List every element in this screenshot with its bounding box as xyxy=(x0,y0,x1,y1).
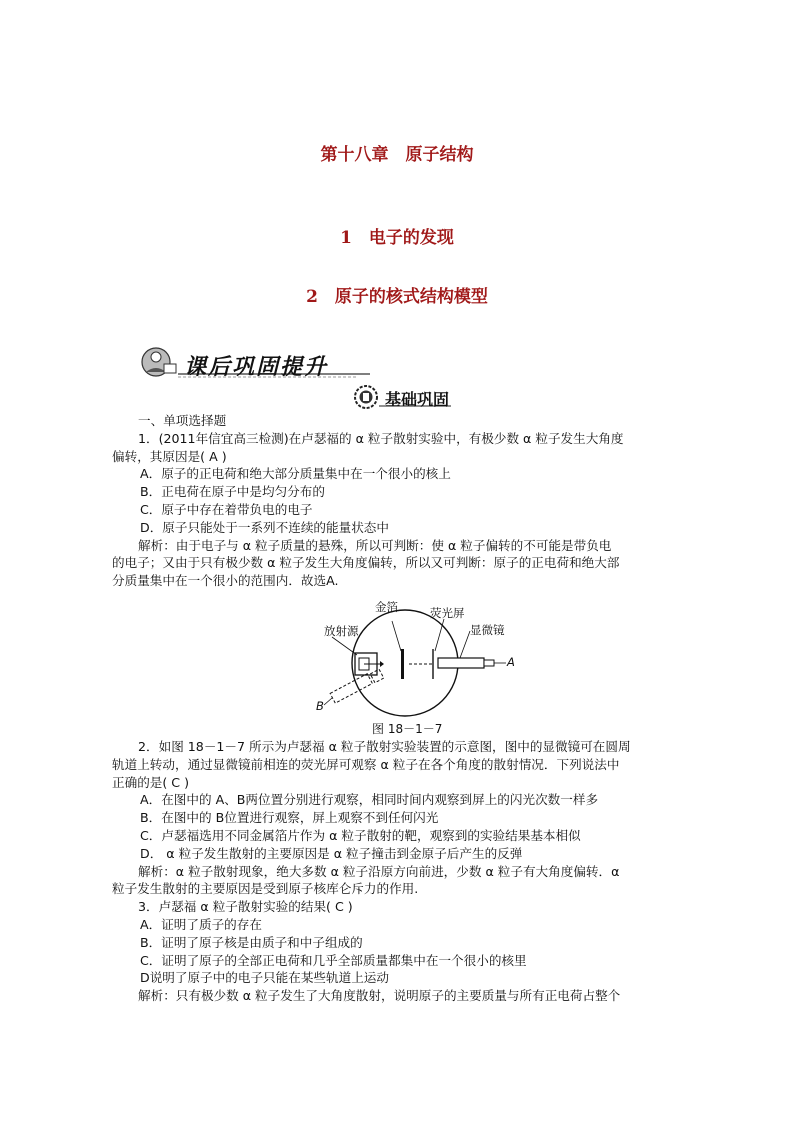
foil-label: 金箔 xyxy=(375,600,398,614)
section-title-1: 1 电子的发现 xyxy=(340,228,454,248)
question-block-2 xyxy=(112,738,684,1005)
position-b-label: B xyxy=(316,699,324,713)
text-line: 解析：α 粒子散射现象，绝大多数 α 粒子沿原方向前进，少数 α 粒子有大角度偏转．α xyxy=(138,863,620,879)
text-line: 3．卢瑟福 α 粒子散射实验的结果( C ) xyxy=(138,899,353,915)
text-line: 一、单项选择题 xyxy=(138,413,227,428)
basic-banner xyxy=(353,384,453,410)
scattering-apparatus-figure xyxy=(310,597,540,739)
sub-banner-title: 基础巩固 xyxy=(385,390,450,409)
text-line: 2．如图 18－1－7 所示为卢瑟福 α 粒子散射实验装置的示意图，图中的显微镜可在圆周 xyxy=(138,739,631,754)
text-line: C．原子中存在着带负电的电子 xyxy=(140,501,313,517)
text-line: 1．(2011年信宜高三检测)在卢瑟福的 α 粒子散射实验中，有极少数 α 粒子发生大角度 xyxy=(138,430,624,446)
text-line: B．在图中的 B位置进行观察，屏上观察不到任何闪光 xyxy=(140,810,439,826)
question-block-1 xyxy=(112,412,684,590)
text-line: D说明了原子中的电子只能在某些轨道上运动 xyxy=(140,970,389,986)
chapter-title: 第十八章 原子结构 xyxy=(320,145,474,165)
text-line: B．证明了原子核是由质子和中子组成的 xyxy=(140,934,363,950)
position-a-label: A xyxy=(507,655,515,669)
text-line: 粒子发生散射的主要原因是受到原子核库仑斥力的作用. xyxy=(112,881,419,897)
text-line: 分质量集中在一个很小的范围内．故选A. xyxy=(112,573,339,589)
text-line: 轨道上转动，通过显微镜前相连的荧光屏可观察 α 粒子在各个角度的散射情况．下列说法中 xyxy=(112,756,620,772)
text-line: A．原子的正电荷和绝大部分质量集中在一个很小的核上 xyxy=(140,466,451,482)
after-class-banner xyxy=(138,346,378,380)
text-line: C．卢瑟福选用不同金属箔片作为 α 粒子散射的靶，观察到的实验结果基本相似 xyxy=(140,827,581,843)
text-line: 解析：只有极少数 α 粒子发生了大角度散射，说明原子的主要质量与所有正电荷占整个 xyxy=(138,988,621,1004)
text-line: D． α 粒子发生散射的主要原因是 α 粒子撞击到金原子后产生的反弹 xyxy=(140,845,523,861)
text-line: C．证明了原子的全部正电荷和几乎全部质量都集中在一个很小的核里 xyxy=(140,952,527,968)
section-title-2: 2 原子的核式结构模型 xyxy=(306,287,488,307)
text-line: A．证明了质子的存在 xyxy=(140,916,262,932)
text-line: D．原子只能处于一系列不连续的能量状态中 xyxy=(140,519,389,535)
text-line: 解析：由于电子与 α 粒子质量的悬殊，所以可判断：使 α 粒子偏转的不可能是带负电 xyxy=(138,537,612,553)
microscope-label: 显微镜 xyxy=(470,623,505,637)
screen-label: 荧光屏 xyxy=(430,606,465,620)
apparatus-diagram xyxy=(310,597,540,739)
text-line: 的电子；又由于只有极少数 α 粒子发生大角度偏转，所以又可判断：原子的正电荷和绝大部 xyxy=(112,555,620,571)
text-line: A．在图中的 A、B两位置分别进行观察，相同时间内观察到屏上的闪光次数一样多 xyxy=(140,792,599,808)
banner-title: 课后巩固提升 xyxy=(184,355,329,380)
text-line: 正确的是( C ) xyxy=(112,774,190,790)
text-line: B．正电荷在原子中是均匀分布的 xyxy=(140,484,325,500)
figure-caption: 图 18－1－7 xyxy=(372,722,443,736)
text-line: 偏转，其原因是( A ) xyxy=(112,448,227,464)
source-label: 放射源 xyxy=(324,624,359,638)
